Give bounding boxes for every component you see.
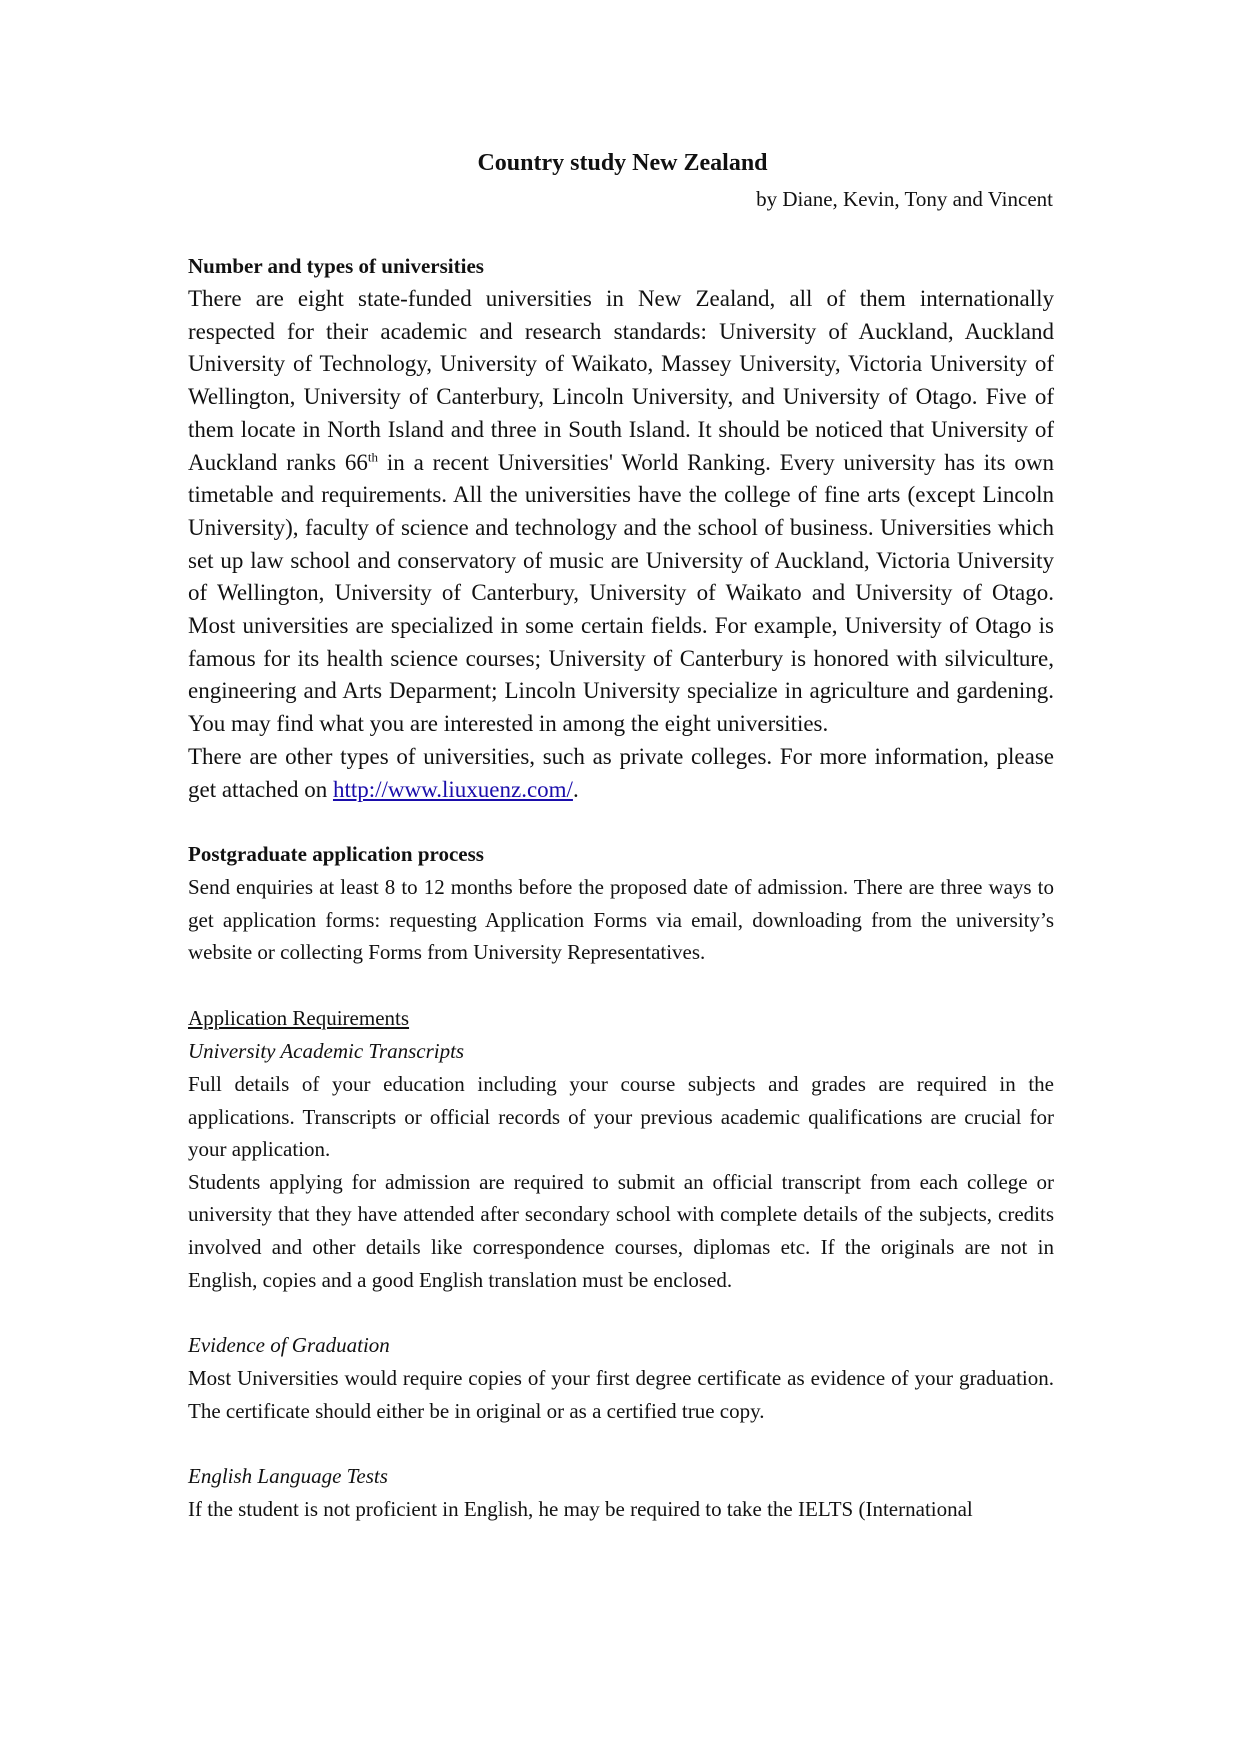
universities-paragraph	[188, 283, 1054, 741]
transcripts-paragraph-2: Students applying for admission are required to submit an official transcript from each college or university that they have attended after secondary school with complete details of the subjects, credits involved and other details like correspondence courses, diplomas etc. If the originals are not in English, copies and a good English translation must be enclosed.	[188, 1169, 1054, 1292]
graduation-paragraph: Most Universities would require copies of your first degree certificate as evidence of your graduation. The certificate should either be in original or as a certified true copy.	[188, 1366, 1054, 1423]
english-tests-heading: English Language Tests	[188, 1464, 388, 1489]
spacer	[188, 1427, 1054, 1460]
enquiries-paragraph: Send enquiries at least 8 to 12 months before the proposed date of admission. There are three ways to get application forms: requesting Application Forms via email, downloading from the university’s website or collecting Forms from University Representatives.	[188, 875, 1054, 965]
universities-paragraph-text-b: in a recent Universities' World Ranking. Every university has its own timetable and requirements. All the universities have the college of fine arts (except Lincoln University), faculty of science and technology and the school of business. Universities which set up law school and conservatory of music are University of Auckland, Victoria University of Wellington, University of Canterbury, University of Waikato and University of Otago. Most universities are specialized in some certain fields. For example, University of Otago is famous for its health science courses; University of Canterbury is honored with silviculture, engineering and Arts Deparment; Lincoln University specialize in agriculture and gardening. You may find what you are interested in among the eight universities.	[188, 449, 1054, 737]
liuxuenz-link[interactable]: http://www.liuxuenz.com/	[332, 776, 573, 802]
other-universities-period: .	[572, 776, 579, 802]
section-heading-universities: Number and types of universities	[188, 254, 484, 278]
ordinal-superscript: th	[367, 448, 379, 464]
other-universities-paragraph	[188, 741, 1054, 806]
spacer	[188, 969, 1054, 1002]
application-requirements-heading: Application Requirements	[188, 1006, 410, 1031]
section-heading-postgraduate: Postgraduate application process	[188, 842, 484, 867]
document-title	[0, 150, 1241, 177]
document-title-text: Country study New Zealand	[477, 150, 768, 176]
spacer	[188, 1296, 1054, 1329]
spacer	[188, 806, 1054, 838]
document-body	[188, 250, 1054, 1526]
universities-paragraph-text-a: There are eight state-funded universities in New Zealand, all of them internationally respected for their academic and research standards: University of Auckland, Auckland University of Technology, University of Waikato, Massey University, Victoria University of Wellington, University of Canterbury, Lincoln University, and University of Otago. Five of them locate in North Island and three in South Island. It should be noticed that University of Auckland ranks 66	[188, 286, 1054, 475]
graduation-heading: Evidence of Graduation	[188, 1333, 390, 1358]
english-tests-paragraph: If the student is not proficient in English, he may be required to take the IELTS (International	[188, 1497, 973, 1522]
document-byline: by Diane, Kevin, Tony and Vincent	[756, 187, 1053, 211]
transcripts-heading: University Academic Transcripts	[188, 1039, 465, 1064]
transcripts-paragraph-1: Full details of your education including your course subjects and grades are required in the applications. Transcripts or official records of your previous academic qualifications are crucial for your application.	[188, 1072, 1054, 1162]
other-universities-text: There are other types of universities, such as private colleges. For more information, please get attached on	[188, 743, 1054, 802]
